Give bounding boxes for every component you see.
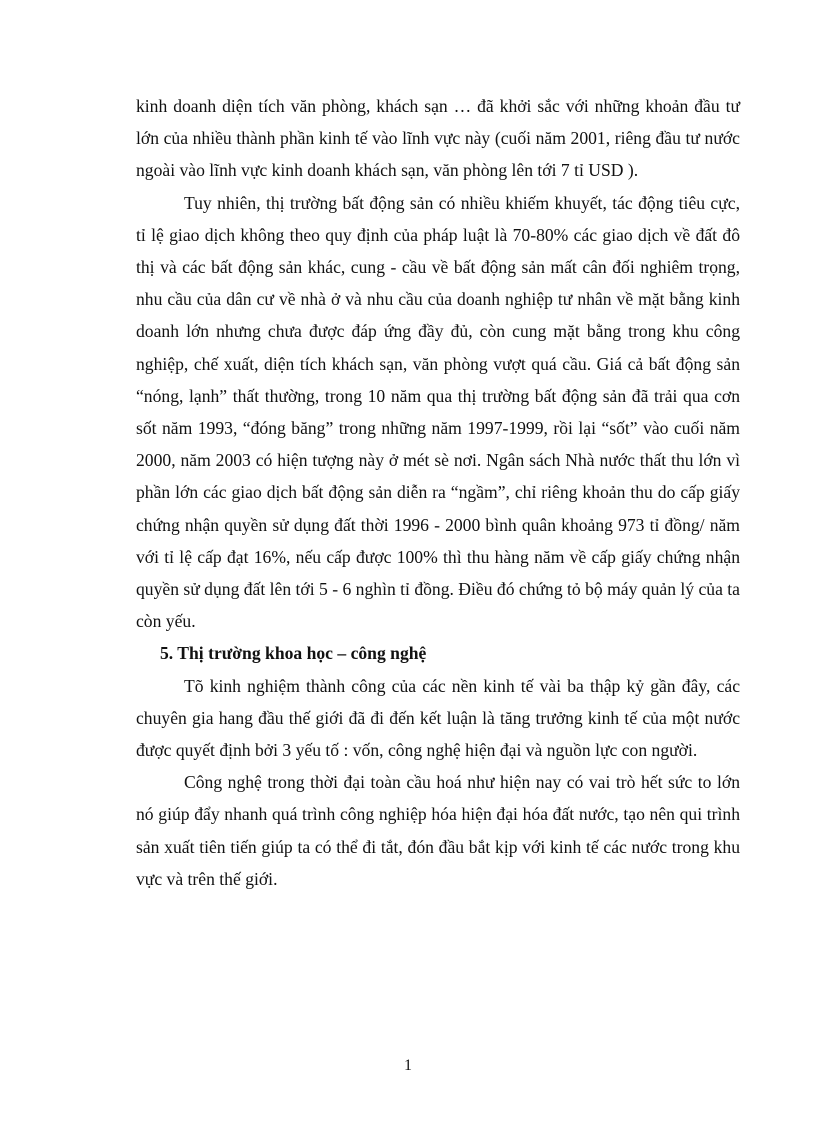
paragraph-real-estate-market: Tuy nhiên, thị trường bất động sản có nhiều khiếm khuyết, tác động tiêu cực, tỉ lệ giao dịch không theo quy định của pháp luật là 70-80% các giao dịch về đất đô thị và các bất động sản khác, cung - cầu về bất động sản mất cân đối nghiêm trọng, nhu cầu của dân cư về nhà ở và nhu cầu của doanh nghiệp tư nhân về mặt bằng kinh doanh lớn nhưng chưa được đáp ứng đầy đủ, còn cung mặt bằng trong khu công nghiệp, chế xuất, diện tích khách sạn, văn phòng vượt quá cầu. Giá cả bất động sản “nóng, lạnh” thất thường, trong 10 năm qua thị trường bất động sản đã trải qua cơn sốt năm 1993, “đóng băng” trong những năm 1997-1999, rồi lại “sốt” vào cuối năm 2000, năm 2003 có hiện tượng này ở mét sè nơi. Ngân sách Nhà nước thất thu lớn vì phần lớn các giao dịch bất động sản diễn ra “ngầm”, chỉ riêng khoản thu do cấp giấy chứng nhận quyền sử dụng đất thời 1996 - 2000 bình quân khoảng 973 tỉ đồng/ năm với tỉ lệ cấp đạt 16%, nếu cấp được 100% thì thu hàng năm về cấp giấy chứng nhận quyền sử dụng đất lên tới 5 - 6 nghìn tỉ đồng. Điều đó chứng tỏ bộ máy quản lý của ta còn yếu. [136, 192, 740, 632]
body-text [136, 90, 740, 895]
section-heading: 5. Thị trường khoa học – công nghệ [160, 643, 427, 664]
paragraph-tech-experience: Tõ kinh nghiệm thành công của các nền kinh tế vài ba thập kỷ gần đây, các chuyên gia hang đầu thế giới đã đi đến kết luận là tăng trưởng kinh tế của một nước được quyết định bởi 3 yếu tố : vốn, công nghệ hiện đại và nguồn lực con người. [136, 675, 740, 761]
page-number: 1 [404, 1057, 412, 1074]
paragraph-continuation: kinh doanh diện tích văn phòng, khách sạn … đã khởi sắc với những khoản đầu tư lớn của nhiều thành phần kinh tế vào lĩnh vực này (cuối năm 2001, riêng đầu tư nước ngoài vào lĩnh vực kinh doanh khách sạn, văn phòng lên tới 7 tỉ USD ). [136, 96, 740, 181]
paragraph-tech-role: Công nghệ trong thời đại toàn cầu hoá như hiện nay có vai trò hết sức to lớn nó giúp đẩy nhanh quá trình công nghiệp hóa hiện đại hóa đất nước, tạo nên qui trình sản xuất tiên tiến giúp ta có thể đi tắt, đón đầu bắt kịp với kinh tế các nước trong khu vực và trên thế giới. [136, 772, 740, 889]
